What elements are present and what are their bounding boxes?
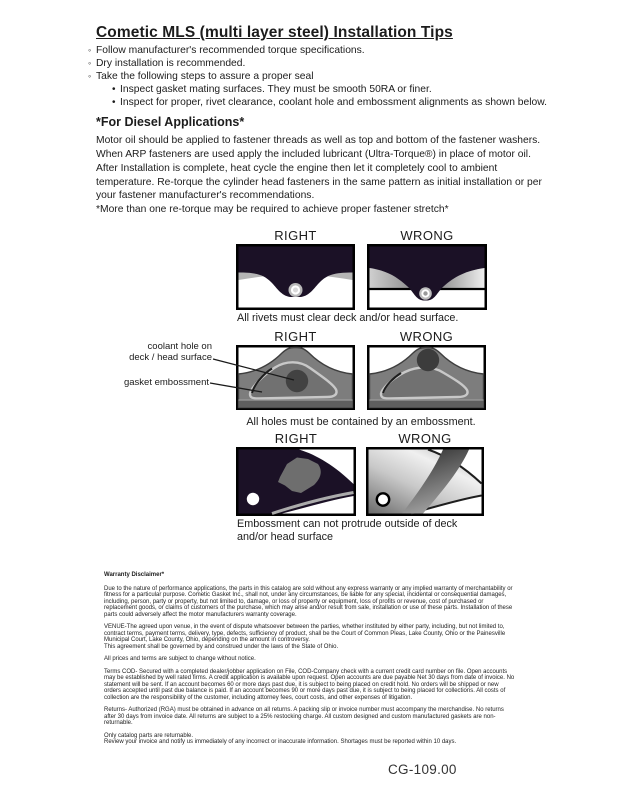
bullet-text: Follow manufacturer's recommended torque specifications. [96, 45, 365, 56]
list-item [88, 83, 558, 96]
bolt-hole-icon [377, 493, 389, 505]
bullet-text: Take the following steps to assure a proper seal [96, 71, 314, 82]
rivet-clearance-right-diagram [236, 244, 355, 310]
embossment-right-diagram [236, 345, 355, 410]
bullet-icon: ◦ [88, 45, 92, 55]
prices-line: All prices and terms are subject to change without notice. [104, 656, 256, 662]
row1-caption: All rivets must clear deck and/or head surface. [237, 312, 459, 324]
list-item [88, 96, 558, 109]
gasket-embossment-annotation: gasket embossment [123, 377, 209, 388]
diesel-paragraph-1: Motor oil should be applied to fastener threads as well as top and bottom of the fastener washers. When ARP fasteners are used apply the included lubricant (Ultra-Torque®) in place of motor oil. [96, 135, 541, 160]
venue-paragraph: VENUE-The agreed upon venue, in the event of dispute whatsoever between the parties, whether instituted by either party, including, but not limited to, contract terms, payment terms, delivery, type, defects, sufficiency of product, shall be the Court of Common Pleas, Lake County, Ohio or the Painesville Municipal Court, Lake County, Ohio, depending on the amount in controversy. [104, 624, 506, 643]
protrusion-right-diagram [236, 447, 356, 516]
bullet-icon: ◦ [88, 58, 92, 68]
coolant-hole [417, 349, 439, 371]
row3-caption: Embossment can not protrude outside of deck and/or head surface [237, 518, 458, 543]
wrong-label-row3: WRONG [398, 431, 452, 446]
bullet-text: Inspect for proper, rivet clearance, coolant hole and embossment alignments as shown below. [120, 97, 547, 108]
bullet-icon: • [112, 97, 116, 108]
rivet-clearance-wrong-diagram [367, 244, 487, 310]
embossment-wrong-diagram [367, 345, 486, 410]
list-item [88, 70, 558, 83]
rivet-icon [289, 283, 303, 297]
venue-governing-law-line: This agreement shall be governed by and construed under the laws of the State of Ohio. [104, 643, 339, 650]
rivet-icon [419, 287, 432, 300]
page-title: Cometic MLS (multi layer steel) Installation Tips [96, 24, 453, 41]
terms-paragraph: Terms COD- Secured with a completed dealer/jobber application on File, COD-Company check with a current credit card number on file. Open accounts may be established by well rated firms. A credit application is available upon request. Open accounts are due payable Net 30 days from date of invoice. No statement will be sent. If an account becomes 60 or more days past due, it is subject to being placed on credit hold. No orders will be shipped or new orders accepted until past due balance is paid. If an account becomes 90 or more days past due, it is subject to being placed for collections. All costs of collection are the responsibility of the customer, including attorney fees, court costs, and other expenses of litigation. [104, 668, 515, 701]
right-label-row2: RIGHT [274, 329, 317, 344]
right-label-row1: RIGHT [274, 228, 317, 243]
review-invoice-line: Review your invoice and notify us immediately of any incorrect or inaccurate information. Shortages must be reported within 10 days. [104, 739, 457, 745]
protrusion-wrong-diagram [366, 447, 484, 516]
list-item [88, 44, 558, 57]
bullet-text: Inspect gasket mating surfaces. They must be smooth 50RA or finer. [120, 84, 432, 95]
only-catalog-line: Only catalog parts are returnable. [104, 732, 194, 739]
wrong-label-row1: WRONG [400, 228, 454, 243]
diesel-applications-heading: *For Diesel Applications* [96, 115, 245, 129]
warranty-paragraph: Due to the nature of performance applications, the parts in this catalog are sold without any express warranty or any implied warranty of merchantability or fitness for a particular purpose. Cometic Gasket Inc., shall not, under any circumstances, be liable for any special, incidental or consequential damages, including, person, party or property, but not limited to, damage, or loss of property or equipment, loss of profits or revenue, cost of purchased or replacement goods, or claims of customers of the purchase, which may arise and/or result from sale, installation or use of these parts. Installation of these parts could adversely affect the motor manufacturers warranty coverage. [104, 585, 513, 618]
bolt-hole-icon [247, 493, 259, 505]
list-item [88, 57, 558, 70]
retorque-note: *More than one re-torque may be required to achieve proper fastener stretch* [96, 204, 449, 215]
document-number: CG-109.00 [388, 762, 457, 777]
right-label-row3: RIGHT [274, 431, 318, 446]
returns-paragraph: Returns- Authorized (RGA) must be obtained in advance on all returns. A packing slip or invoice number must accompany the merchandise. No returns after 30 days from invoice date. All returns are subject to a 25% restocking charge. All custom designed and custom manufactured gaskets are non-returnable. [104, 707, 504, 726]
coolant-hole-annotation: coolant hole on deck / head surface [129, 341, 212, 363]
coolant-hole [286, 370, 308, 392]
diesel-paragraph-2: After Installation is complete, heat cycle the engine then let it completely cool to ambient temperature. Re-torque the cylinder head fasteners in the same pattern as initial installation or per your fastener manufacturer's recommendations. [96, 163, 542, 201]
warranty-section [104, 572, 516, 752]
warranty-heading: Warranty Disclaimer* [104, 572, 165, 578]
tips-list [88, 44, 558, 109]
bullet-text: Dry installation is recommended. [96, 58, 246, 69]
bullet-icon: ◦ [88, 71, 92, 81]
bullet-icon: • [112, 84, 116, 95]
wrong-label-row2: WRONG [399, 329, 454, 344]
row2-caption: All holes must be contained by an embossment. [246, 416, 476, 428]
